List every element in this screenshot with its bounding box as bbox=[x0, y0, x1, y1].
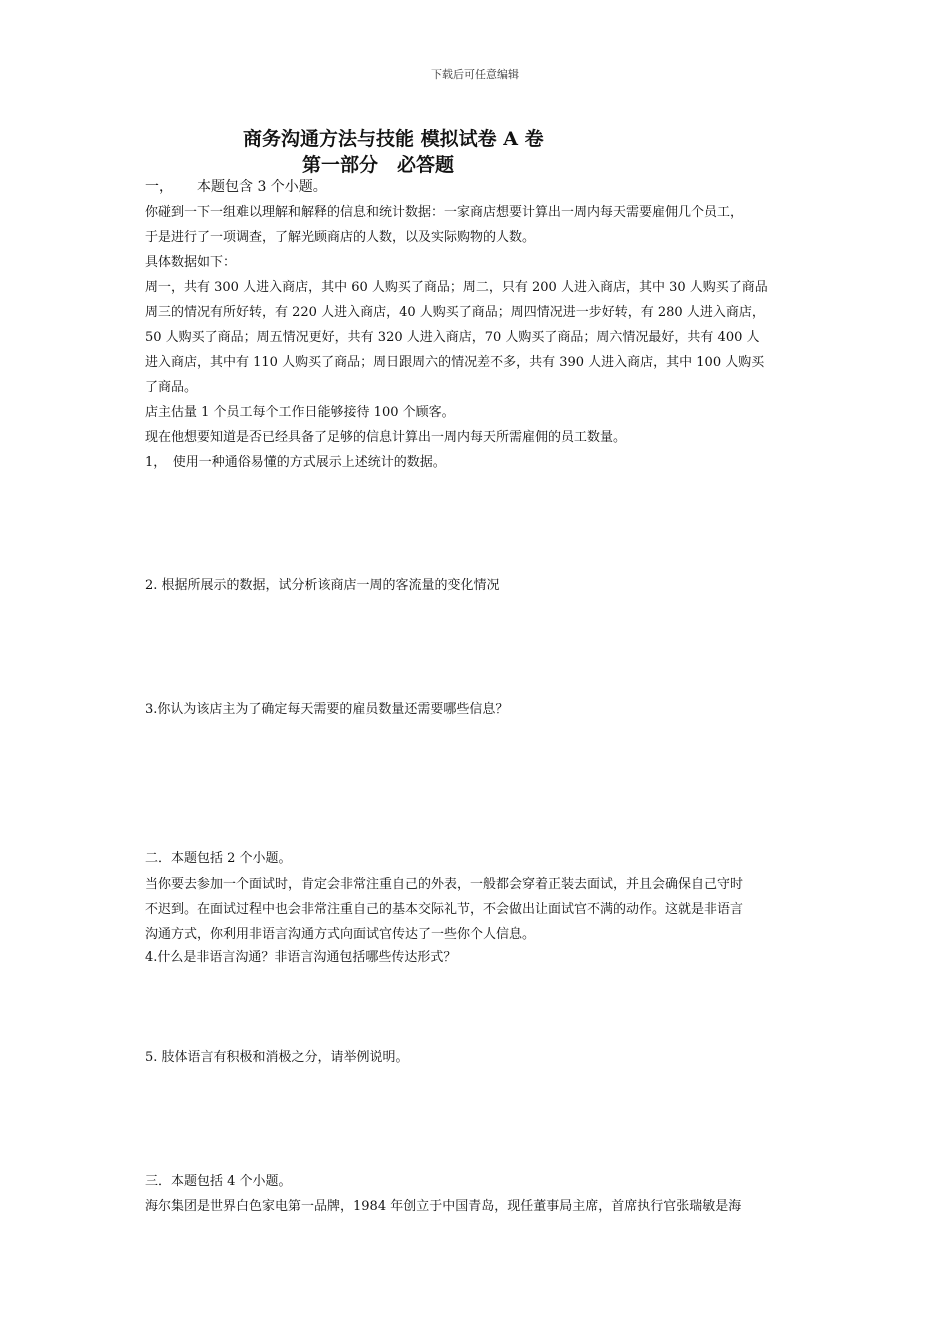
section-1-heading bbox=[145, 178, 327, 196]
section-1-line: 你碰到一下一组难以理解和解释的信息和统计数据：一家商店想要计算出一周内每天需要雇佣几个员工， bbox=[145, 205, 744, 220]
section-1-line: 了商品。 bbox=[145, 380, 198, 395]
section-2-line: 当你要去参加一个面试时，肯定会非常注重自己的外表，一般都会穿着正装去面试，并且会确保自己守时 bbox=[145, 877, 744, 892]
section-2-line: 沟通方式，你利用非语言沟通方式向面试官传达了一些你个人信息。 bbox=[145, 927, 536, 942]
question-2: 2. 根据所展示的数据，试分析该商店一周的客流量的变化情况 bbox=[145, 578, 500, 593]
section-1-line: 进入商店，其中有 110 人购买了商品；周日跟周六的情况差不多，共有 390 人进入商店，其中 100 人购买 bbox=[145, 355, 765, 370]
section-1-heading-text: 本题包含 3 个小题。 bbox=[197, 179, 327, 195]
exam-title: 商务沟通方法与技能 模拟试卷 A 卷 bbox=[243, 128, 544, 150]
question-3: 3.你认为该店主为了确定每天需要的雇员数量还需要哪些信息？ bbox=[145, 702, 509, 717]
section-3-heading: 三．本题包括 4 个小题。 bbox=[145, 1174, 292, 1189]
section-2-line: 不迟到。在面试过程中也会非常注重自己的基本交际礼节，不会做出让面试官不满的动作。这就是非语言 bbox=[145, 902, 744, 917]
section-1-line: 店主估量 1 个员工每个工作日能够接待 100 个顾客。 bbox=[145, 405, 455, 420]
section-1-line: 具体数据如下： bbox=[145, 255, 237, 270]
question-4: 4.什么是非语言沟通？非语言沟通包括哪些传达形式？ bbox=[145, 950, 457, 965]
section-1-number: 一， bbox=[145, 179, 173, 195]
question-1: 1， 使用一种通俗易懂的方式展示上述统计的数据。 bbox=[145, 455, 446, 470]
part-subtitle: 第一部分 必答题 bbox=[302, 154, 455, 176]
header-note: 下载后可任意编辑 bbox=[431, 68, 519, 81]
question-5: 5. 肢体语言有积极和消极之分，请举例说明。 bbox=[145, 1050, 409, 1065]
section-1-line: 于是进行了一项调查，了解光顾商店的人数，以及实际购物的人数。 bbox=[145, 230, 536, 245]
section-1-line: 50 人购买了商品；周五情况更好，共有 320 人进入商店，70 人购买了商品；周六情况最好，共有 400 人 bbox=[145, 330, 760, 345]
section-1-line: 现在他想要知道是否已经具备了足够的信息计算出一周内每天所需雇佣的员工数量。 bbox=[145, 430, 627, 445]
section-1-line: 周三的情况有所好转，有 220 人进入商店，40 人购买了商品；周四情况进一步好转，有 280 人进入商店， bbox=[145, 305, 765, 320]
section-1-line: 周一，共有 300 人进入商店，其中 60 人购买了商品；周二，只有 200 人进入商店，其中 30 人购买了商品 bbox=[145, 280, 768, 295]
section-3-line: 海尔集团是世界白色家电第一品牌，1984 年创立于中国青岛，现任董事局主席，首席执行官张瑞敏是海 bbox=[145, 1199, 742, 1214]
section-2-heading: 二．本题包括 2 个小题。 bbox=[145, 851, 292, 866]
